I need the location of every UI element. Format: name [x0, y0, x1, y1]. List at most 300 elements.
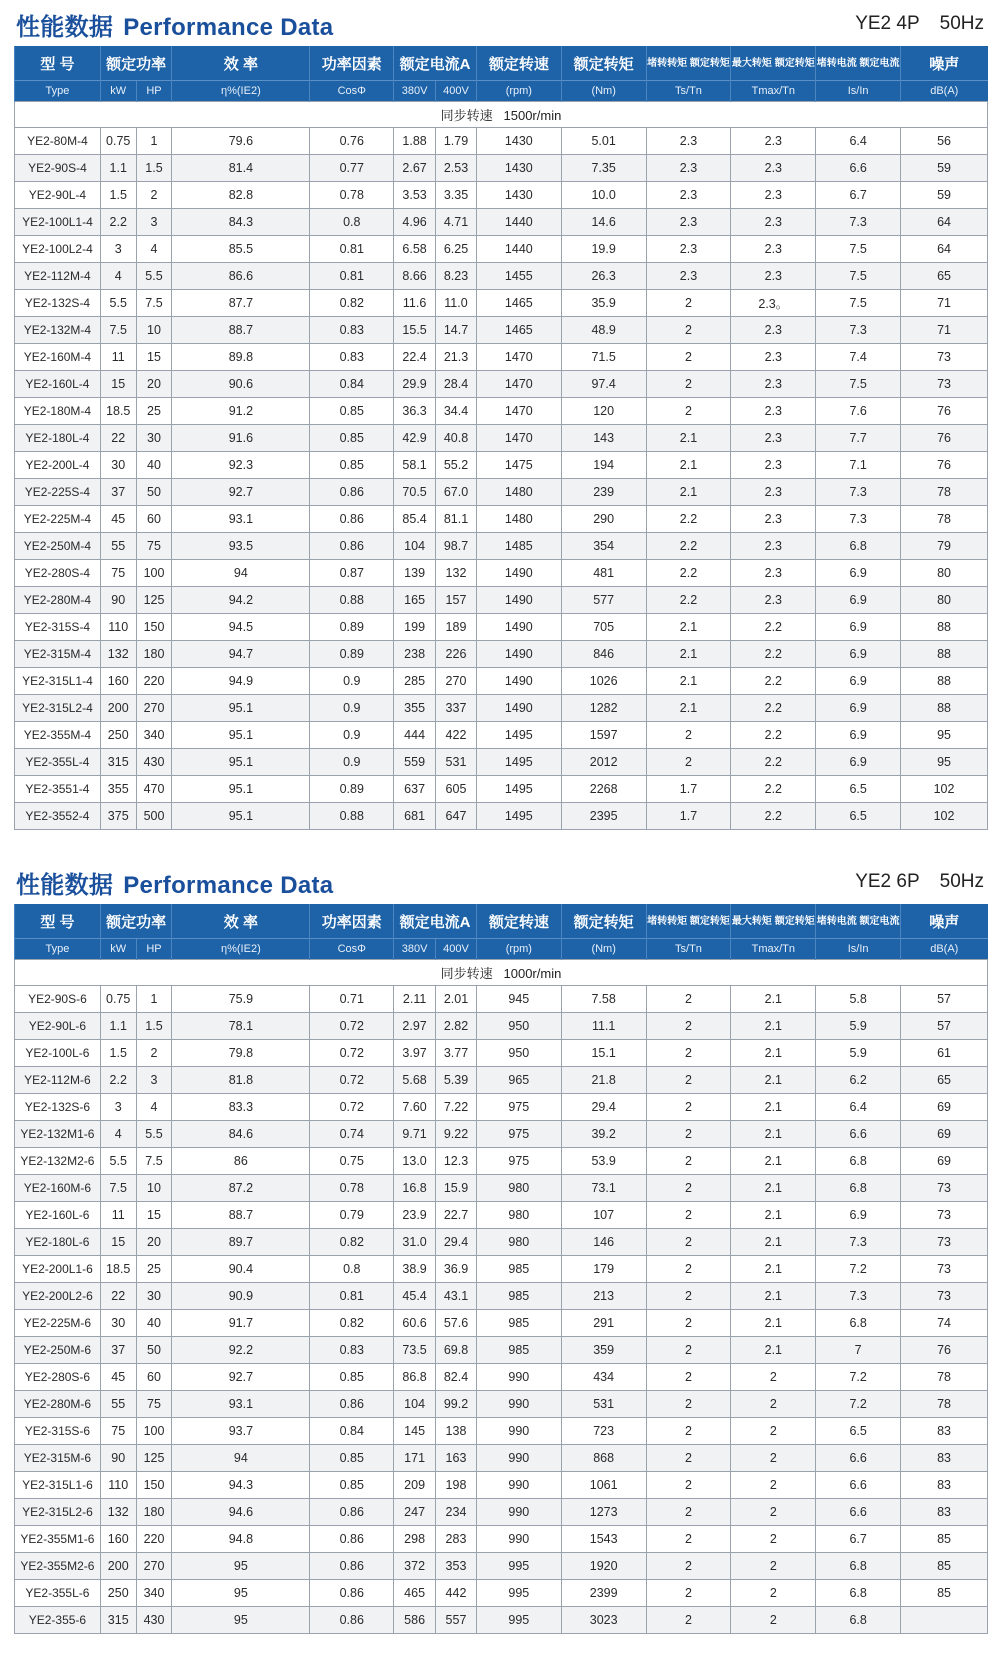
section-title [16, 865, 333, 900]
cell-hp: 1.5 [136, 1013, 172, 1040]
cell-kw: 315 [100, 749, 136, 776]
cell-max-torque-ratio: 2.1 [731, 1013, 816, 1040]
table-row [15, 1148, 988, 1175]
cell-efficiency: 90.6 [172, 371, 310, 398]
spec-model: YE2 6P [855, 871, 920, 892]
cell-locked-torque-ratio: 2 [646, 722, 731, 749]
cell-hp: 2 [136, 182, 172, 209]
cell-locked-torque-ratio: 2 [646, 1337, 731, 1364]
cell-max-torque-ratio: 2.3 [731, 209, 816, 236]
spec-frequency: 50Hz [939, 13, 984, 34]
cell-locked-current-ratio: 5.9 [816, 1013, 901, 1040]
cell-speed: 1495 [476, 722, 561, 749]
header-type-en: Type [15, 939, 101, 960]
cell-locked-torque-ratio: 2.2 [646, 560, 731, 587]
cell-speed: 995 [476, 1607, 561, 1634]
header-ts-tn: Ts/Tn [646, 939, 731, 960]
cell-kw: 200 [100, 695, 136, 722]
cell-torque: 1543 [561, 1526, 646, 1553]
cell-type: YE2-112M-4 [15, 263, 101, 290]
cell-current-400v: 67.0 [436, 479, 477, 506]
cell-speed: 975 [476, 1094, 561, 1121]
cell-hp: 150 [136, 1472, 172, 1499]
cell-locked-current-ratio: 6.9 [816, 587, 901, 614]
table-row [15, 1310, 988, 1337]
cell-max-torque-ratio: 2.3 [731, 371, 816, 398]
cell-hp: 20 [136, 1229, 172, 1256]
cell-current-400v: 99.2 [436, 1391, 477, 1418]
cell-max-torque-ratio: 2.1 [731, 986, 816, 1013]
cell-power-factor: 0.72 [310, 1040, 394, 1067]
cell-efficiency: 95.1 [172, 695, 310, 722]
cell-hp: 75 [136, 1391, 172, 1418]
sync-speed-label: 同步转速 [440, 966, 493, 981]
cell-locked-torque-ratio: 2 [646, 1283, 731, 1310]
cell-torque: 120 [561, 398, 646, 425]
cell-torque: 1061 [561, 1472, 646, 1499]
cell-kw: 75 [100, 560, 136, 587]
cell-hp: 5.5 [136, 1121, 172, 1148]
cell-current-400v: 40.8 [436, 425, 477, 452]
table-row [15, 236, 988, 263]
cell-max-torque-ratio: 2.1 [731, 1337, 816, 1364]
cell-speed: 1490 [476, 560, 561, 587]
header-nm: (Nm) [561, 81, 646, 102]
cell-efficiency: 94.9 [172, 668, 310, 695]
cell-noise: 73 [901, 1202, 988, 1229]
cell-locked-torque-ratio: 2 [646, 1391, 731, 1418]
cell-power-factor: 0.82 [310, 290, 394, 317]
cell-efficiency: 91.6 [172, 425, 310, 452]
header-torque-zh: 额定转矩 [561, 46, 646, 81]
cell-locked-torque-ratio: 2 [646, 1310, 731, 1337]
cell-efficiency: 90.9 [172, 1283, 310, 1310]
cell-torque: 2399 [561, 1580, 646, 1607]
cell-type: YE2-100L-6 [15, 1040, 101, 1067]
cell-noise: 102 [901, 776, 988, 803]
cell-current-400v: 69.8 [436, 1337, 477, 1364]
cell-noise: 88 [901, 614, 988, 641]
table-row [15, 317, 988, 344]
cell-power-factor: 0.86 [310, 1391, 394, 1418]
header-rpm: (rpm) [476, 939, 561, 960]
cell-max-torque-ratio: 2.2 [731, 668, 816, 695]
table-row [15, 1580, 988, 1607]
cell-torque: 291 [561, 1310, 646, 1337]
cell-power-factor: 0.77 [310, 155, 394, 182]
cell-current-380v: 444 [394, 722, 436, 749]
cell-power-factor: 0.88 [310, 587, 394, 614]
cell-locked-torque-ratio: 2 [646, 1418, 731, 1445]
table-row [15, 263, 988, 290]
cell-speed: 975 [476, 1148, 561, 1175]
cell-current-380v: 2.97 [394, 1013, 436, 1040]
cell-efficiency: 89.7 [172, 1229, 310, 1256]
table-row [15, 695, 988, 722]
cell-current-400v: 55.2 [436, 452, 477, 479]
cell-locked-current-ratio: 6.9 [816, 1202, 901, 1229]
table-row [15, 1121, 988, 1148]
cell-current-400v: 81.1 [436, 506, 477, 533]
cell-current-380v: 139 [394, 560, 436, 587]
cell-current-380v: 38.9 [394, 1256, 436, 1283]
cell-speed: 1480 [476, 506, 561, 533]
header-400v: 400V [436, 939, 477, 960]
table-row [15, 371, 988, 398]
table-row [15, 587, 988, 614]
cell-power-factor: 0.72 [310, 1094, 394, 1121]
cell-efficiency: 93.1 [172, 506, 310, 533]
cell-locked-current-ratio: 6.7 [816, 182, 901, 209]
cell-speed: 1470 [476, 398, 561, 425]
cell-power-factor: 0.86 [310, 1553, 394, 1580]
cell-locked-current-ratio: 6.9 [816, 560, 901, 587]
cell-hp: 75 [136, 533, 172, 560]
cell-current-380v: 22.4 [394, 344, 436, 371]
cell-speed: 950 [476, 1040, 561, 1067]
header-current-zh: 额定电流A [394, 904, 477, 939]
cell-current-400v: 138 [436, 1418, 477, 1445]
cell-current-400v: 6.25 [436, 236, 477, 263]
cell-hp: 15 [136, 1202, 172, 1229]
header-noise-zh: 噪声 [901, 904, 988, 939]
cell-power-factor: 0.76 [310, 128, 394, 155]
cell-speed: 990 [476, 1499, 561, 1526]
cell-current-400v: 270 [436, 668, 477, 695]
table-row [15, 1283, 988, 1310]
cell-noise [901, 1607, 988, 1634]
cell-power-factor: 0.86 [310, 1580, 394, 1607]
cell-efficiency: 79.8 [172, 1040, 310, 1067]
cell-current-380v: 2.67 [394, 155, 436, 182]
cell-current-400v: 57.6 [436, 1310, 477, 1337]
header-tmax-tn: Tmax/Tn [731, 939, 816, 960]
table-row [15, 533, 988, 560]
cell-speed: 1470 [476, 425, 561, 452]
cell-noise: 69 [901, 1148, 988, 1175]
table-row [15, 479, 988, 506]
section-header [14, 0, 988, 46]
cell-torque: 11.1 [561, 1013, 646, 1040]
cell-speed: 1430 [476, 182, 561, 209]
cell-type: YE2-90S-4 [15, 155, 101, 182]
cell-type: YE2-315L1-4 [15, 668, 101, 695]
cell-locked-torque-ratio: 2 [646, 1472, 731, 1499]
table-row [15, 209, 988, 236]
cell-power-factor: 0.87 [310, 560, 394, 587]
cell-current-380v: 4.96 [394, 209, 436, 236]
cell-current-380v: 8.66 [394, 263, 436, 290]
cell-locked-current-ratio: 6.8 [816, 1310, 901, 1337]
cell-torque: 354 [561, 533, 646, 560]
cell-max-torque-ratio: 2.3 [731, 155, 816, 182]
cell-speed: 945 [476, 986, 561, 1013]
cell-current-400v: 1.79 [436, 128, 477, 155]
cell-max-torque-ratio: 2.1 [731, 1229, 816, 1256]
cell-speed: 1490 [476, 695, 561, 722]
header-locked-current-zh: 堵转电流 额定电流 [816, 904, 901, 939]
section-header [14, 858, 988, 904]
cell-locked-current-ratio: 7.3 [816, 1229, 901, 1256]
cell-current-400v: 531 [436, 749, 477, 776]
cell-efficiency: 91.2 [172, 398, 310, 425]
cell-kw: 55 [100, 1391, 136, 1418]
cell-kw: 355 [100, 776, 136, 803]
cell-type: YE2-100L1-4 [15, 209, 101, 236]
cell-torque: 26.3 [561, 263, 646, 290]
cell-type: YE2-160L-4 [15, 371, 101, 398]
cell-locked-current-ratio: 6.8 [816, 1175, 901, 1202]
cell-locked-torque-ratio: 2 [646, 1580, 731, 1607]
cell-kw: 5.5 [100, 1148, 136, 1175]
cell-speed: 965 [476, 1067, 561, 1094]
cell-locked-current-ratio: 6.4 [816, 128, 901, 155]
cell-max-torque-ratio: 2.3 [731, 452, 816, 479]
cell-max-torque-ratio: 2.2 [731, 695, 816, 722]
cell-noise: 85 [901, 1580, 988, 1607]
cell-efficiency: 93.7 [172, 1418, 310, 1445]
cell-efficiency: 86.6 [172, 263, 310, 290]
cell-noise: 80 [901, 560, 988, 587]
cell-locked-current-ratio: 7.5 [816, 236, 901, 263]
cell-hp: 100 [136, 560, 172, 587]
cell-locked-current-ratio: 7.3 [816, 506, 901, 533]
cell-current-400v: 337 [436, 695, 477, 722]
cell-efficiency: 85.5 [172, 236, 310, 263]
cell-kw: 250 [100, 1580, 136, 1607]
cell-locked-current-ratio: 6.6 [816, 1499, 901, 1526]
cell-noise: 78 [901, 506, 988, 533]
cell-power-factor: 0.72 [310, 1067, 394, 1094]
cell-locked-torque-ratio: 2.3 [646, 209, 731, 236]
cell-locked-torque-ratio: 2 [646, 398, 731, 425]
cell-current-400v: 11.0 [436, 290, 477, 317]
table-row [15, 128, 988, 155]
cell-locked-torque-ratio: 2 [646, 1364, 731, 1391]
cell-current-380v: 199 [394, 614, 436, 641]
cell-noise: 85 [901, 1553, 988, 1580]
cell-torque: 179 [561, 1256, 646, 1283]
cell-hp: 10 [136, 317, 172, 344]
cell-noise: 78 [901, 479, 988, 506]
cell-locked-current-ratio: 6.6 [816, 1121, 901, 1148]
table-row [15, 398, 988, 425]
cell-locked-torque-ratio: 2.1 [646, 695, 731, 722]
cell-type: YE2-200L-4 [15, 452, 101, 479]
cell-locked-torque-ratio: 2 [646, 1229, 731, 1256]
sync-speed-value: 1500r/min [503, 108, 562, 123]
cell-locked-torque-ratio: 2 [646, 1256, 731, 1283]
table-row [15, 776, 988, 803]
cell-locked-current-ratio: 7.4 [816, 344, 901, 371]
cell-type: YE2-90L-6 [15, 1013, 101, 1040]
cell-current-400v: 163 [436, 1445, 477, 1472]
cell-locked-current-ratio: 7.2 [816, 1364, 901, 1391]
cell-efficiency: 92.7 [172, 1364, 310, 1391]
sync-speed-cell [15, 960, 988, 986]
cell-power-factor: 0.8 [310, 209, 394, 236]
cell-efficiency: 81.4 [172, 155, 310, 182]
cell-speed: 990 [476, 1391, 561, 1418]
section-spec [855, 13, 984, 35]
cell-hp: 10 [136, 1175, 172, 1202]
cell-current-380v: 559 [394, 749, 436, 776]
cell-max-torque-ratio: 2 [731, 1364, 816, 1391]
cell-noise: 83 [901, 1418, 988, 1445]
cell-torque: 10.0 [561, 182, 646, 209]
cell-max-torque-ratio: 2.3 [731, 317, 816, 344]
cell-type: YE2-160L-6 [15, 1202, 101, 1229]
cell-current-400v: 132 [436, 560, 477, 587]
cell-efficiency: 88.7 [172, 317, 310, 344]
cell-power-factor: 0.74 [310, 1121, 394, 1148]
cell-type: YE2-160M-6 [15, 1175, 101, 1202]
cell-current-380v: 31.0 [394, 1229, 436, 1256]
cell-power-factor: 0.81 [310, 263, 394, 290]
header-max-torque-zh: 最大转矩 额定转矩 [731, 46, 816, 81]
cell-efficiency: 92.2 [172, 1337, 310, 1364]
cell-hp: 150 [136, 614, 172, 641]
cell-speed: 985 [476, 1283, 561, 1310]
cell-noise: 88 [901, 695, 988, 722]
cell-speed: 1470 [476, 344, 561, 371]
cell-current-400v: 2.53 [436, 155, 477, 182]
cell-locked-current-ratio: 7.5 [816, 371, 901, 398]
cell-kw: 1.1 [100, 155, 136, 182]
cell-kw: 7.5 [100, 1175, 136, 1202]
cell-locked-current-ratio: 7.3 [816, 1283, 901, 1310]
cell-current-380v: 637 [394, 776, 436, 803]
cell-noise: 80 [901, 587, 988, 614]
cell-noise: 76 [901, 1337, 988, 1364]
cell-locked-torque-ratio: 2 [646, 1121, 731, 1148]
performance-section-6p [14, 858, 988, 1634]
cell-hp: 430 [136, 1607, 172, 1634]
cell-max-torque-ratio: 2.3 [731, 344, 816, 371]
cell-kw: 132 [100, 1499, 136, 1526]
table-row [15, 668, 988, 695]
cell-noise: 56 [901, 128, 988, 155]
cell-speed: 985 [476, 1256, 561, 1283]
section-title [16, 7, 333, 42]
cell-current-400v: 157 [436, 587, 477, 614]
cell-hp: 430 [136, 749, 172, 776]
cell-current-400v: 15.9 [436, 1175, 477, 1202]
cell-hp: 50 [136, 479, 172, 506]
cell-locked-torque-ratio: 2.2 [646, 533, 731, 560]
cell-power-factor: 0.85 [310, 425, 394, 452]
cell-max-torque-ratio: 2.3 [731, 236, 816, 263]
table-row [15, 1445, 988, 1472]
cell-efficiency: 92.3 [172, 452, 310, 479]
cell-current-380v: 42.9 [394, 425, 436, 452]
cell-type: YE2-315L1-6 [15, 1472, 101, 1499]
cell-type: YE2-355L-6 [15, 1580, 101, 1607]
cell-power-factor: 0.86 [310, 506, 394, 533]
cell-hp: 60 [136, 1364, 172, 1391]
cell-locked-torque-ratio: 2.1 [646, 479, 731, 506]
cell-torque: 39.2 [561, 1121, 646, 1148]
cell-kw: 1.5 [100, 182, 136, 209]
cell-current-400v: 82.4 [436, 1364, 477, 1391]
cell-hp: 7.5 [136, 1148, 172, 1175]
cell-power-factor: 0.86 [310, 479, 394, 506]
cell-kw: 90 [100, 1445, 136, 1472]
cell-locked-current-ratio: 6.2 [816, 1067, 901, 1094]
cell-efficiency: 93.1 [172, 1391, 310, 1418]
header-efficiency-zh: 效 率 [172, 46, 310, 81]
cell-locked-current-ratio: 6.6 [816, 1445, 901, 1472]
cell-power-factor: 0.83 [310, 317, 394, 344]
cell-max-torque-ratio: 2.1 [731, 1175, 816, 1202]
cell-locked-torque-ratio: 2.1 [646, 452, 731, 479]
cell-locked-current-ratio: 7.6 [816, 398, 901, 425]
cell-type: YE2-280M-4 [15, 587, 101, 614]
table-row [15, 1175, 988, 1202]
header-tmax-tn: Tmax/Tn [731, 81, 816, 102]
cell-efficiency: 94.2 [172, 587, 310, 614]
cell-noise: 83 [901, 1499, 988, 1526]
cell-type: YE2-90S-6 [15, 986, 101, 1013]
cell-max-torque-ratio: 2.1 [731, 1310, 816, 1337]
cell-locked-current-ratio: 6.6 [816, 155, 901, 182]
cell-locked-torque-ratio: 2 [646, 1067, 731, 1094]
header-efficiency-en: η%(IE2) [172, 939, 310, 960]
cell-current-380v: 298 [394, 1526, 436, 1553]
cell-locked-current-ratio: 7.2 [816, 1391, 901, 1418]
cell-efficiency: 87.7 [172, 290, 310, 317]
cell-hp: 125 [136, 587, 172, 614]
cell-hp: 4 [136, 236, 172, 263]
cell-torque: 2012 [561, 749, 646, 776]
table-row [15, 722, 988, 749]
cell-kw: 315 [100, 1607, 136, 1634]
cell-power-factor: 0.81 [310, 236, 394, 263]
cell-speed: 980 [476, 1175, 561, 1202]
cell-torque: 146 [561, 1229, 646, 1256]
cell-type: YE2-355M2-6 [15, 1553, 101, 1580]
cell-speed: 1490 [476, 641, 561, 668]
cell-max-torque-ratio: 2.3 [731, 533, 816, 560]
cell-current-400v: 647 [436, 803, 477, 830]
cell-current-380v: 58.1 [394, 452, 436, 479]
header-power-factor-en: CosΦ [310, 81, 394, 102]
cell-torque: 107 [561, 1202, 646, 1229]
sync-speed-label: 同步转速 [440, 108, 493, 123]
header-power-factor-zh: 功率因素 [310, 46, 394, 81]
cell-current-400v: 422 [436, 722, 477, 749]
cell-torque: 846 [561, 641, 646, 668]
cell-current-400v: 22.7 [436, 1202, 477, 1229]
cell-noise: 73 [901, 1175, 988, 1202]
cell-hp: 125 [136, 1445, 172, 1472]
cell-hp: 4 [136, 1094, 172, 1121]
header-max-torque-zh: 最大转矩 额定转矩 [731, 904, 816, 939]
cell-locked-current-ratio: 6.9 [816, 614, 901, 641]
cell-kw: 160 [100, 1526, 136, 1553]
cell-hp: 500 [136, 803, 172, 830]
cell-current-380v: 1.88 [394, 128, 436, 155]
cell-max-torque-ratio: 2 [731, 1580, 816, 1607]
cell-max-torque-ratio: 2.3 [731, 263, 816, 290]
cell-power-factor: 0.82 [310, 1229, 394, 1256]
cell-max-torque-ratio: 2.1 [731, 1202, 816, 1229]
cell-efficiency: 94 [172, 560, 310, 587]
header-ts-tn: Ts/Tn [646, 81, 731, 102]
cell-noise: 83 [901, 1445, 988, 1472]
table-row [15, 1040, 988, 1067]
cell-type: YE2-90L-4 [15, 182, 101, 209]
